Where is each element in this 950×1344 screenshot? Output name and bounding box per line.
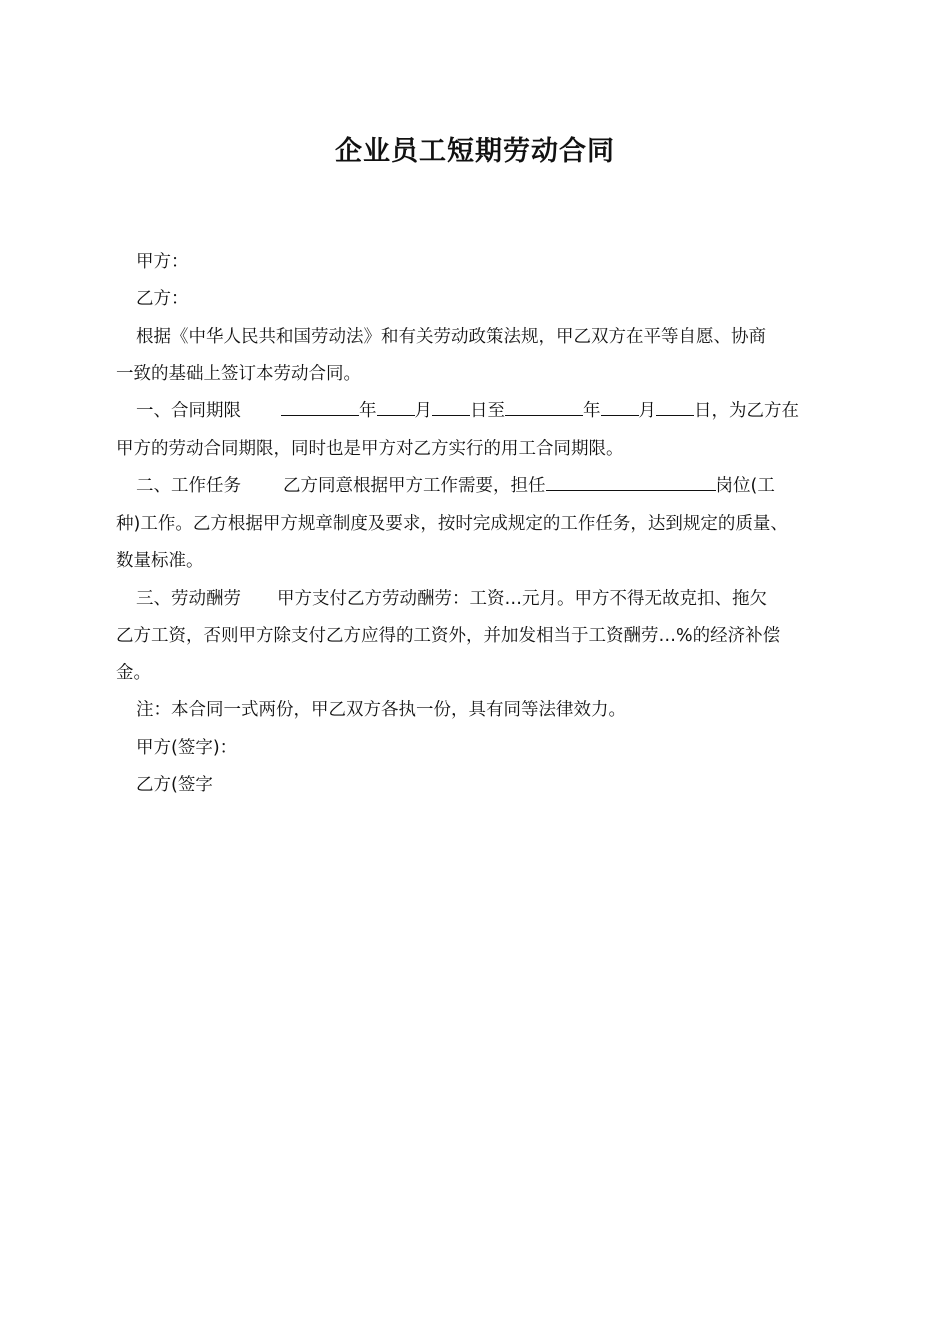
term-day-label: 日，为乙方在 xyxy=(694,401,799,421)
term-year-label: 年 xyxy=(359,401,377,421)
task-text-a: 乙方同意根据甲方工作需要，担任 xyxy=(283,476,546,496)
pay-heading: 三、劳动酬劳 xyxy=(136,589,241,609)
pay-clause-line-2: 乙方工资，否则甲方除支付乙方应得的工资外，并加发相当于工资酬劳…%的经济补偿 xyxy=(116,626,781,646)
term-day-to-label: 日至 xyxy=(470,401,505,421)
term-clause-line-2: 甲方的劳动合同期限，同时也是甲方对乙方实行的用工合同期限。 xyxy=(116,439,624,459)
note-line: 注：本合同一式两份，甲乙双方各执一份，具有同等法律效力。 xyxy=(136,700,626,720)
term-heading: 一、合同期限 xyxy=(136,401,241,421)
task-clause-line-3: 数量标准。 xyxy=(116,551,204,571)
term-month-label-2: 月 xyxy=(638,401,656,421)
end-month-blank xyxy=(601,398,639,416)
start-year-blank xyxy=(281,398,359,416)
position-blank xyxy=(546,473,716,491)
pay-clause-line-1 xyxy=(116,581,866,619)
term-clause-line-1 xyxy=(116,393,866,431)
start-day-blank xyxy=(432,398,470,416)
start-month-blank xyxy=(377,398,415,416)
signature-party-b: 乙方(签字 xyxy=(136,775,213,795)
end-day-blank xyxy=(656,398,694,416)
party-b-line: 乙方： xyxy=(136,289,189,309)
intro-line-2: 一致的基础上签订本劳动合同。 xyxy=(116,364,361,384)
task-clause-line-1 xyxy=(116,468,866,506)
task-heading: 二、工作任务 xyxy=(136,476,241,496)
document-title: 企业员工短期劳动合同 xyxy=(335,136,615,167)
signature-party-a: 甲方(签字)： xyxy=(136,738,238,758)
task-clause-line-2: 种)工作。乙方根据甲方规章制度及要求，按时完成规定的工作任务，达到规定的质量、 xyxy=(116,514,788,534)
pay-text: 甲方支付乙方劳动酬劳：工资…元月。甲方不得无故克扣、拖欠 xyxy=(277,589,767,609)
intro-line-1: 根据《中华人民共和国劳动法》和有关劳动政策法规，甲乙双方在平等自愿、协商 xyxy=(136,327,766,347)
party-a-line: 甲方： xyxy=(136,252,189,272)
term-year-label-2: 年 xyxy=(583,401,601,421)
task-text-b: 岗位(工 xyxy=(715,476,775,496)
term-month-label: 月 xyxy=(414,401,432,421)
end-year-blank xyxy=(505,398,583,416)
pay-clause-line-3: 金。 xyxy=(116,663,151,683)
